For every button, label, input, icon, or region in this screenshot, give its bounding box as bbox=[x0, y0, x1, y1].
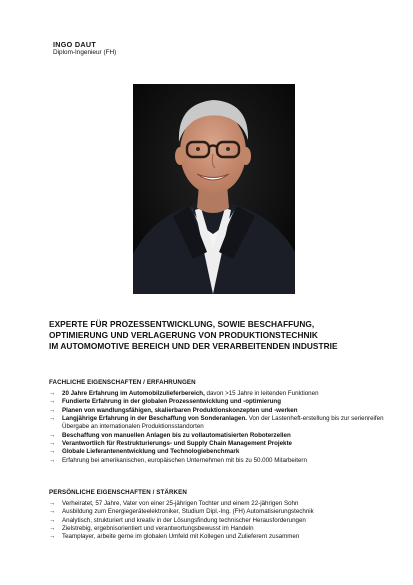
arrow-icon: → bbox=[49, 415, 56, 423]
list-item: → Verheiratet, 57 Jahre, Vater von einer 25-jährigen Tochter und einem 22-jährigen Sohn bbox=[49, 500, 299, 507]
headline-line-1: EXPERTE FÜR PROZESSENTWICKLUNG, SOWIE BESCHAFFUNG, bbox=[49, 319, 315, 329]
arrow-icon: → bbox=[49, 508, 56, 516]
personal-list bbox=[49, 500, 389, 542]
arrow-icon: → bbox=[49, 448, 56, 456]
section-title-personal: PERSÖNLICHE EIGENSCHAFTEN / STÄRKEN bbox=[49, 489, 187, 496]
list-item: → Teamplayer, arbeite gerne im globalen Umfeld mit Kollegen und Zulieferern zusammen bbox=[49, 533, 300, 541]
list-item: → 20 Jahre Erfahrung im Automobilzulieferbereich, davon >15 Jahre in leitenden Funktionen bbox=[49, 390, 319, 397]
arrow-icon: → bbox=[49, 440, 56, 448]
list-item: → Planen von wandlungsfähigen, skalierbaren Produktionskonzepten und -werken bbox=[49, 406, 298, 414]
arrow-icon: → bbox=[49, 456, 56, 464]
arrow-icon: → bbox=[49, 533, 56, 541]
list-item: → Langjährige Erfahrung in der Beschaffung von Sonderanlagen. Von der Lastenheft-erstellung bis zur serienreifen Übergabe an internationalen Produktionsstandorten bbox=[49, 415, 384, 431]
arrow-icon: → bbox=[49, 500, 56, 507]
name: INGO DAUT bbox=[53, 40, 97, 49]
list-item: → Beschaffung von manuellen Anlagen bis zu vollautomatisierten Roboterzellen bbox=[49, 431, 291, 439]
arrow-icon: → bbox=[49, 398, 56, 406]
headline-line-3: IM AUTOMOMOTIVE BEREICH UND DER VERARBEITENDEN INDUSTRIE bbox=[49, 341, 338, 351]
list-item: → Zielstrebig, ergebnisorientiert und verantwortungsbewusst im Handeln bbox=[49, 525, 254, 533]
arrow-icon: → bbox=[49, 406, 56, 414]
list-item: → Verantwortlich für Restrukturierungs- und Supply Chain Management Projekte bbox=[49, 440, 293, 448]
list-item: → Ausbildung zum Energiegeräteelektroniker, Studium Dipl.-Ing. (FH) Automatisierungstechnik bbox=[49, 508, 314, 516]
arrow-icon: → bbox=[49, 390, 56, 397]
portrait-illustration bbox=[133, 84, 295, 294]
subtitle: Diplom-Ingenieur (FH) bbox=[53, 49, 117, 56]
arrow-icon: → bbox=[49, 525, 56, 533]
arrow-icon: → bbox=[49, 516, 56, 524]
section-title-experience: FACHLICHE EIGENSCHAFTEN / ERFAHRUNGEN bbox=[49, 379, 196, 386]
list-item: → Erfahrung bei amerikanischen, europäischen Unternehmen mit bis zu 50.000 Mitarbeitern bbox=[49, 456, 307, 464]
arrow-icon: → bbox=[49, 431, 56, 439]
list-item: → Fundierte Erfahrung in der globalen Prozessentwicklung und -optimierung bbox=[49, 398, 281, 406]
headline-line-2: OPTIMIERUNG UND VERLAGERUNG VON PRODUKTIONSTECHNIK bbox=[49, 330, 318, 340]
portrait-photo bbox=[133, 84, 295, 294]
list-item: → Globale Lieferantenentwicklung und Technologiebenchmark bbox=[49, 448, 240, 456]
experience-list bbox=[49, 390, 389, 465]
list-item: → Analytisch, strukturiert und kreativ in der Lösungsfindung technischer Herausforderungen bbox=[49, 516, 306, 524]
headline bbox=[49, 319, 379, 352]
